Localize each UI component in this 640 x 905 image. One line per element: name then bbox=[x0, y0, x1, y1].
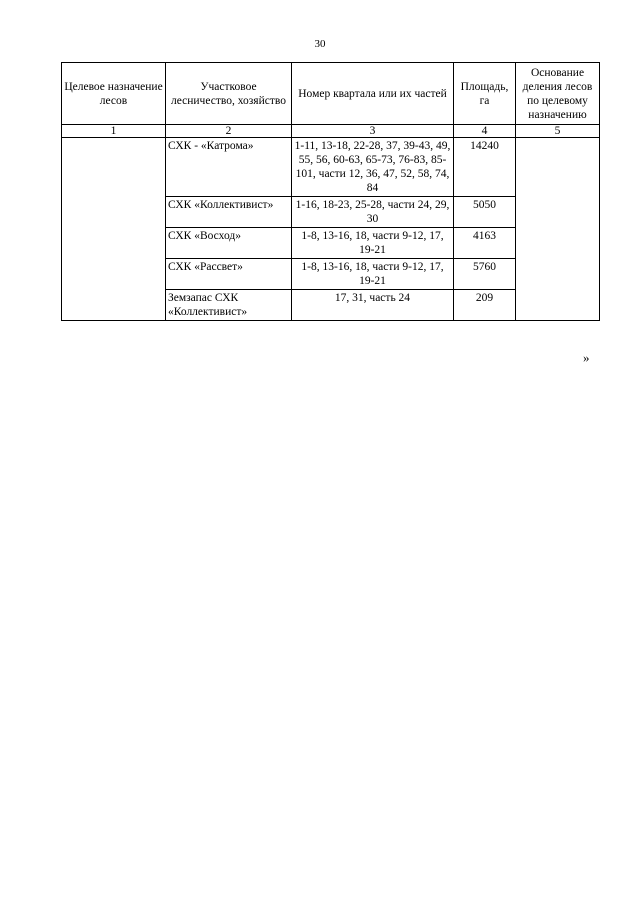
header-forestry: Участковое лесничество, хозяйство bbox=[166, 63, 292, 125]
forestry-cell: СХК «Коллективист» bbox=[166, 197, 292, 228]
quarters-cell: 1-8, 13-16, 18, части 9-12, 17, 19-21 bbox=[292, 228, 454, 259]
forestry-cell: СХК «Восход» bbox=[166, 228, 292, 259]
area-cell: 209 bbox=[454, 290, 516, 321]
forest-allocation-table bbox=[61, 62, 600, 321]
column-number-row bbox=[62, 125, 600, 138]
area-cell: 5050 bbox=[454, 197, 516, 228]
header-purpose: Целевое назначение лесов bbox=[62, 63, 166, 125]
page-number: 30 bbox=[314, 38, 326, 50]
quarters-cell: 1-11, 13-18, 22-28, 37, 39-43, 49, 55, 56, 60-63, 65-73, 76-83, 85-101, части 12, 36, 47, 52, 58, 74, 84 bbox=[292, 138, 454, 197]
area-cell: 4163 bbox=[454, 228, 516, 259]
header-area: Площадь, га bbox=[454, 63, 516, 125]
column-number: 5 bbox=[516, 125, 600, 138]
column-number: 1 bbox=[62, 125, 166, 138]
column-number: 3 bbox=[292, 125, 454, 138]
quarters-cell: 1-8, 13-16, 18, части 9-12, 17, 19-21 bbox=[292, 259, 454, 290]
forestry-cell: СХК «Рассвет» bbox=[166, 259, 292, 290]
quarters-cell: 17, 31, часть 24 bbox=[292, 290, 454, 321]
purpose-cell bbox=[62, 138, 166, 321]
area-cell: 5760 bbox=[454, 259, 516, 290]
header-quarters: Номер квартала или их частей bbox=[292, 63, 454, 125]
header-basis: Основание деления лесов по целевому назначению bbox=[516, 63, 600, 125]
table-row bbox=[62, 138, 600, 197]
forestry-cell: Земзапас СХК «Коллективист» bbox=[166, 290, 292, 321]
column-number: 4 bbox=[454, 125, 516, 138]
column-number: 2 bbox=[166, 125, 292, 138]
basis-cell bbox=[516, 138, 600, 321]
area-cell: 14240 bbox=[454, 138, 516, 197]
table-header-row bbox=[62, 63, 600, 125]
quarters-cell: 1-16, 18-23, 25-28, части 24, 29, 30 bbox=[292, 197, 454, 228]
forestry-cell: СХК - «Катрома» bbox=[166, 138, 292, 197]
closing-quote-mark: » bbox=[583, 350, 590, 365]
